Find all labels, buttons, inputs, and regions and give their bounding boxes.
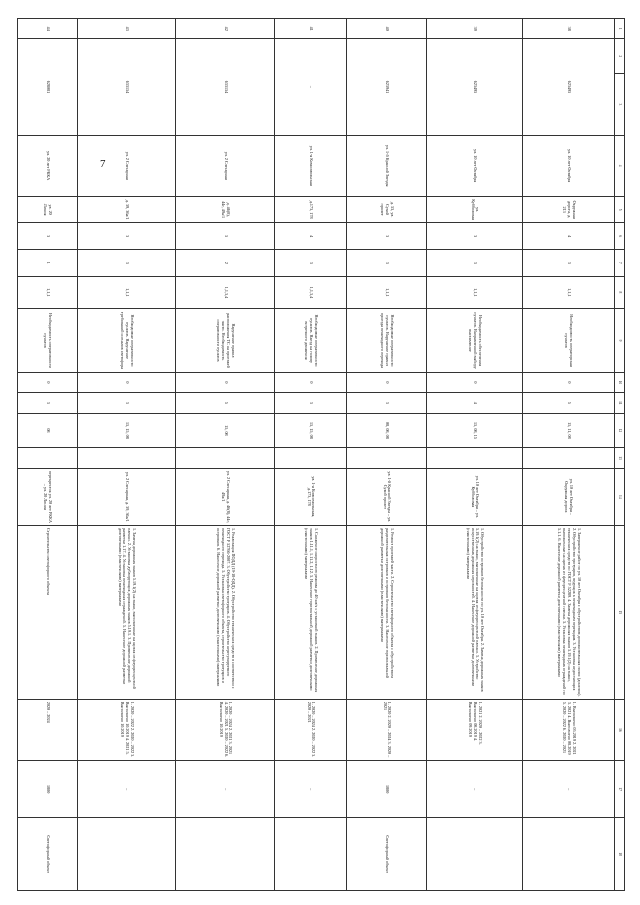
table-row — [522, 19, 614, 891]
cause-cell: Необходимые оперативности пунктов. Наезд на голову встречного движения — [275, 309, 347, 372]
note-cell — [275, 818, 347, 891]
injured-cell: 3 — [18, 393, 78, 413]
count-cell: 3 — [427, 223, 523, 250]
location-cell: ул. 1-й Красной Звезды – ул. Сухой пролет — [347, 468, 427, 525]
measures-cell: 1. Снижение скоростного режима до 40 км/ч с установкой знаков. 2. Применение дорожных знаков 1.11.1, 1.11.2, 1.12. 3. Нанесение горизонтальной дорожной разметки долговечными (пластичными) материалами — [275, 525, 347, 699]
section-cell: д. 39, 36а/1 — [77, 196, 175, 223]
killed-cell: 0 — [347, 372, 427, 392]
deadline-cell: 1. Выполнено 05.2019 2. 2021 3. 2021 4. Выполнено 08.2019 5. 2020 – 2022 6. 2020 – 2021 — [522, 699, 614, 760]
location-cell: ул. 10 лет Октября – ул. Кубболовая — [427, 468, 523, 525]
location-cell: ул. 10 лет Октября – Окружная дорога — [522, 468, 614, 525]
row-number: 44 — [18, 19, 78, 39]
column-number: 2 — [615, 39, 625, 74]
blank-cell — [522, 448, 614, 468]
table-body — [18, 19, 615, 891]
street-cell: ул. 2 Слесарная — [175, 135, 274, 196]
location-cell: ул. 2 Слесарная, д. 39, 36а/1 — [77, 468, 175, 525]
code-cell: 633154 — [77, 39, 175, 135]
category-cell: 1,1,1 — [347, 276, 427, 309]
code-cell: – — [275, 39, 347, 135]
cause-cell: Необходимость операторская пунктов — [522, 309, 614, 372]
location-cell: ул. 1-я Комсомольская, д.173, 178 — [275, 468, 347, 525]
row-number: 41 — [275, 19, 347, 39]
cost-cell: 1800 — [18, 761, 78, 818]
type-cell: 15, 11, 08 — [522, 413, 614, 448]
killed-cell: 0 — [175, 372, 274, 392]
killed-cell: 0 — [275, 372, 347, 392]
column-number: 13 — [615, 448, 625, 468]
code-cell: 633154 — [175, 39, 274, 135]
count-cell: 3 — [347, 250, 427, 277]
cause-cell: Необходимые оперативности пунктов. Нарушение требований сигналов светофора — [77, 309, 175, 372]
injured-cell: 3 — [275, 393, 347, 413]
count-cell: 3 — [77, 250, 175, 277]
injured-cell: 3 — [77, 393, 175, 413]
code-cell: 623495 — [427, 39, 523, 135]
row-number: 38 — [522, 19, 614, 39]
cause-cell: Необходимость обеспечения пунктов. Направленной выбору выставление — [427, 309, 523, 372]
code-cell: 623495 — [522, 39, 614, 135]
category-cell: 1,1,3,4 — [175, 276, 274, 309]
killed-cell: 0 — [427, 372, 523, 392]
row-number: 42 — [175, 19, 274, 39]
section-cell: ул. Кубболовая — [427, 196, 523, 223]
cost-cell: – — [427, 761, 523, 818]
category-cell: 1,1,1 — [77, 276, 175, 309]
injured-cell: 5 — [522, 393, 614, 413]
table-row — [347, 19, 427, 891]
cost-cell: – — [175, 761, 274, 818]
column-number: 6 — [615, 223, 625, 250]
blank-cell — [77, 448, 175, 468]
column-number: 7 — [615, 250, 625, 277]
table-row — [77, 19, 175, 891]
code-cell: 623941 — [347, 39, 427, 135]
cost-cell: – — [522, 761, 614, 818]
blank-cell — [175, 448, 274, 468]
note-cell — [427, 818, 523, 891]
deadline-cell: 2020 – 2024 — [18, 699, 78, 760]
count-cell: 2 — [175, 250, 274, 277]
blank-cell — [18, 448, 78, 468]
type-cell: 15, 08, 15 — [427, 413, 523, 448]
column-number: 8 — [615, 276, 625, 309]
injured-cell: 4 — [427, 393, 523, 413]
measures-cell: 1. Реализация ПОДД (19-18-ОДД). 2. Обустройство технических средств в соответствии с ГОСТ Р 52766-2007. 3. Обустройство тротуаров. 4. Обустройство нерегулируемого пешеходного перехода. 5. Установка светофорного объекта, строительство тротуаров и островков. 6. Нанесение дорожной разметки долговечными (пластичными) материалами — [175, 525, 274, 699]
count-cell: 4 — [522, 223, 614, 250]
street-cell: ул. 20 лет РККА — [18, 135, 78, 196]
page-number: 7 — [100, 158, 106, 170]
count-cell: 1 — [18, 250, 78, 277]
cost-cell: – — [77, 761, 175, 818]
blank-cell — [275, 448, 347, 468]
type-cell: 15, 15, 08 — [77, 413, 175, 448]
type-cell: 15, 08 — [175, 413, 274, 448]
deadline-cell: 1. 2020 – 2022 2. 2020 – 2022 3. Выполнено 10.2019 4. 2021 5. Выполнено 10.2019 — [77, 699, 175, 760]
column-number: 15 — [615, 525, 625, 699]
table-row — [275, 19, 347, 891]
column-number-row — [615, 19, 625, 891]
note-cell — [522, 818, 614, 891]
measures-cell: Строительство светофорного объекта — [18, 525, 78, 699]
column-number: 9 — [615, 309, 625, 372]
column-number: 18 — [615, 818, 625, 891]
blank-cell — [347, 448, 427, 468]
cost-cell: 1800 — [347, 761, 427, 818]
section-cell: д. 53, ул. Сухой пролет — [347, 196, 427, 223]
count-cell: 3 — [275, 250, 347, 277]
section-cell: д. 46(8), 44г, 49а/1 — [175, 196, 274, 223]
row-number: 40 — [347, 19, 427, 39]
row-number: 43 — [77, 19, 175, 39]
count-cell: 3 — [18, 223, 78, 250]
table-row — [427, 19, 523, 891]
category-cell: 1,1,1 — [522, 276, 614, 309]
killed-cell: 0 — [77, 372, 175, 392]
note-cell: Светофорный объект — [18, 818, 78, 891]
section-cell: Окружная дорога, д. 213 — [522, 196, 614, 223]
street-cell: ул. 10 лет Октября — [522, 135, 614, 196]
cause-cell: Необходимость оперативности пунктов — [18, 309, 78, 372]
column-number: 4 — [615, 135, 625, 196]
column-number: 11 — [615, 393, 625, 413]
column-number: 1 — [615, 19, 625, 39]
street-cell: ул. 1-я Комсомольская — [275, 135, 347, 196]
type-cell: 15, 15, 08 — [275, 413, 347, 448]
column-number: 12 — [615, 413, 625, 448]
cause-cell: Нарушение правил расположения ТС на проезжей части. Необходимость оперативности пунктов — [175, 309, 274, 372]
note-cell — [175, 818, 274, 891]
column-number: 17 — [615, 761, 625, 818]
column-number: 5 — [615, 196, 625, 223]
injured-cell: 5 — [175, 393, 274, 413]
note-cell — [77, 818, 175, 891]
code-cell: 628081 — [18, 39, 78, 135]
blank-cell — [427, 448, 523, 468]
count-cell: 3 — [77, 223, 175, 250]
column-number: 3 — [615, 74, 625, 135]
category-cell: 1,1,1 — [18, 276, 78, 309]
killed-cell: 0 — [522, 372, 614, 392]
street-cell: ул. 2 Слесарная — [77, 135, 175, 196]
deadline-cell: 1. 2020 2. 2020 – 2024 3. 2020 – 2021 — [347, 699, 427, 760]
count-cell: 4 — [275, 223, 347, 250]
measures-cell: 1. Замена дорожных знаков 5.19.1(2) на знаки, выполненные на щитах из флуоресцентной пленки. 2. Установка дублирующих дорожных знаков 5.19.1. 3. Применение дорожной разметки 1.17. 4. Установка пешеходных ограждений. 5. Нанесение дорожной разметки долговечными (пластичными) материалами — [77, 525, 175, 699]
section-cell: ул. 20 Линия — [18, 196, 78, 223]
column-number: 14 — [615, 468, 625, 525]
type-cell: 08 — [18, 413, 78, 448]
measures-cell: 1. Ремонт проезжей части. 2. Строительство светофорного объекта с обустройством разделительных островков и островков безопасности. 3. Нанесение горизонтальной дорожной разметки долговечными (пластичными) материалами — [347, 525, 427, 699]
count-cell: 5 — [175, 223, 274, 250]
table-row — [175, 19, 274, 891]
killed-cell: 0 — [18, 372, 78, 392]
location-cell: перекресток ул. 20 лет РККА – ул. 20 Линия — [18, 468, 78, 525]
category-cell: 1,1,1 — [427, 276, 523, 309]
street-cell: ул. 10 лет Октября — [427, 135, 523, 196]
column-number: 16 — [615, 699, 625, 760]
count-cell: 3 — [522, 250, 614, 277]
column-number: 10 — [615, 372, 625, 392]
cost-cell: – — [275, 761, 347, 818]
category-cell: 1,1,3,4 — [275, 276, 347, 309]
measures-table — [17, 18, 625, 891]
deadline-cell: 1. 2021 2. 2020 – 2022 3. Выполнено 08.2019 4. Выполнено 09.2019 — [427, 699, 523, 760]
count-cell: 3 — [347, 223, 427, 250]
location-cell: ул. 2 Слесарная, д. 46(8), 44г, 49а/1 — [175, 468, 274, 525]
section-cell: д.173, 178 — [275, 196, 347, 223]
count-cell: 3 — [427, 250, 523, 277]
measures-cell: 1. Завершение работ по ул. 10 лет Октября с обустройством дополнительных полос (донелон). 2. Обустройство тротуаров, ведущих к пешеходным переходам. 3. Установка недостающих технических средств по ГОСТ Р 52289. 4. Замена дорожных знаков 5.19.1(2) на знаки, выполненные на щитах из флуоресцентной пленки. 5. Установка пешеходных ограждений по 5.1.1. 6. Нанесение дорожной разметки долговечными (пластичными) материалами — [522, 525, 614, 699]
street-cell: ул. 1-й Красной Звезды — [347, 135, 427, 196]
note-cell: Светофорный объект — [347, 818, 427, 891]
type-cell: 08, 08, 08 — [347, 413, 427, 448]
measures-cell: 1. Обустройство островков безопасности по ул. 10 лет Октября. 2. Замена дорожных знаков 5.19.1(2) на знаки, выполненные на щитах из флуоресцентной пленки. 3. Устройство искусственных дорожных неровностей. 4. Нанесение дорожной разметки долговечными (пластичными) материалами — [427, 525, 523, 699]
table-row — [18, 19, 78, 891]
deadline-cell: 1. 2020 – 2024 2. 2020 – 2022 3. 2020 – 2021 — [275, 699, 347, 760]
deadline-cell: 1. 2020 – 2024 2. 2021 3. 2021 4. 2020 – 2021 5. 2020 – 2022 6. Выполнено 10.2019 — [175, 699, 274, 760]
cause-cell: Необходимые оперативности пунктов. Нарушение правил проезда пешеходного перехода — [347, 309, 427, 372]
injured-cell: 3 — [347, 393, 427, 413]
row-number: 39 — [427, 19, 523, 39]
